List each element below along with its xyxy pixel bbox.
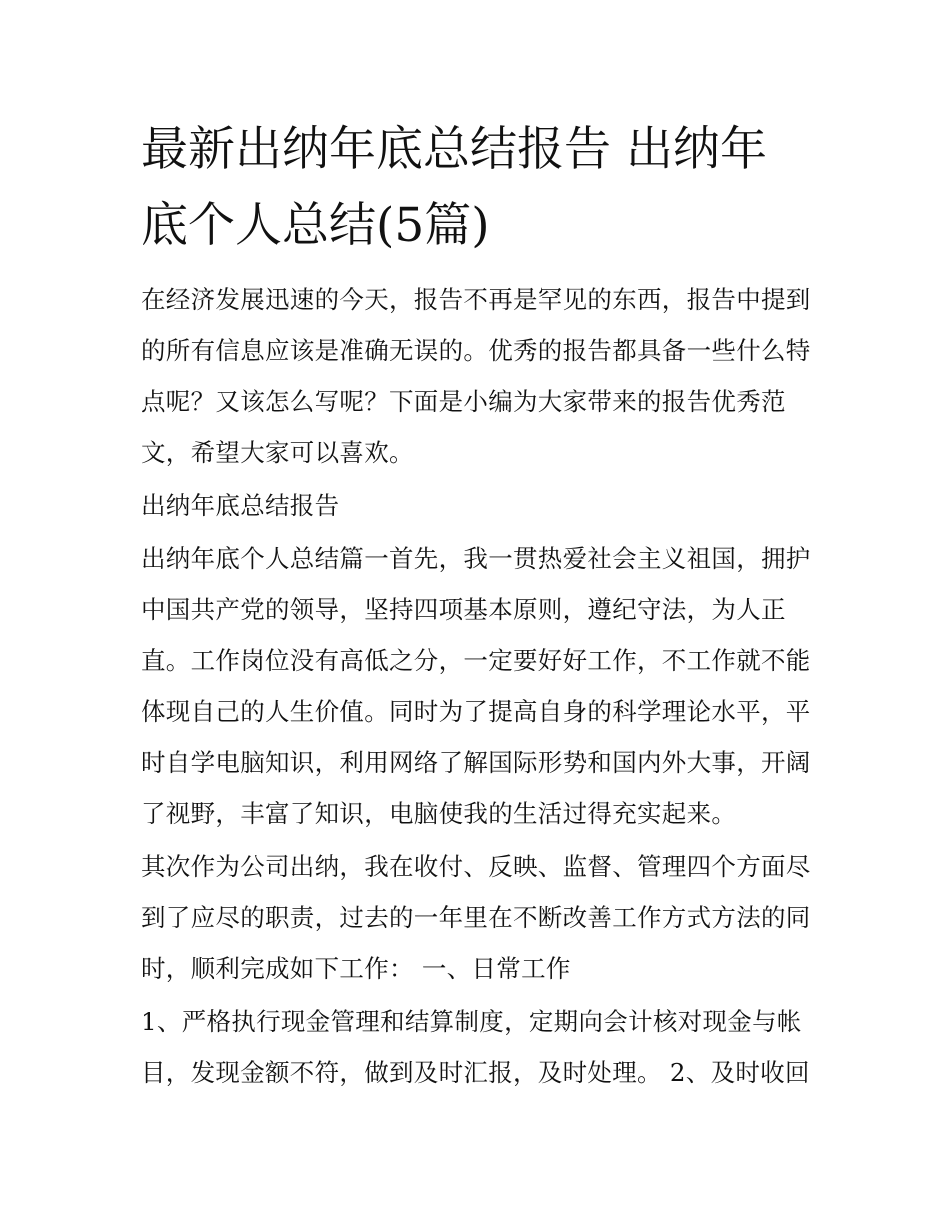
section-heading: 出纳年底总结报告 (141, 491, 340, 520)
body-paragraph: 其次作为公司出纳，我在收付、反映、监督、管理四个方面尽到了应尽的职责，过去的一年里在不断改善工作方式方法的同时，顺利完成如下工作： 一、日常工作 (141, 852, 811, 983)
body-paragraph: 出纳年底个人总结篇一首先，我一贯热爱社会主义祖国，拥护中国共产党的领导，坚持四项基本原则，遵纪守法，为人正直。工作岗位没有高低之分，一定要好好工作，不工作就不能体现自己的人生价值。同时为了提高自身的科学理论水平，平时自学电脑知识，利用网络了解国际形势和国内外大事，开阔了视野，丰富了知识，电脑使我的生活过得充实起来。 (141, 544, 811, 828)
intro-paragraph: 在经济发展迅速的今天，报告不再是罕见的东西，报告中提到的所有信息应该是准确无误的。优秀的报告都具备一些什么特点呢？又该怎么写呢？下面是小编为大家带来的报告优秀范文，希望大家可以喜欢。 (141, 285, 811, 467)
document-title: 最新出纳年底总结报告 出纳年底个人总结(5篇) (141, 122, 767, 253)
document-body (141, 112, 813, 1098)
list-paragraph: 1、严格执行现金管理和结算制度，定期向会计核对现金与帐目，发现金额不符，做到及时汇报，及时处理。 2、及时收回 (141, 1007, 810, 1087)
